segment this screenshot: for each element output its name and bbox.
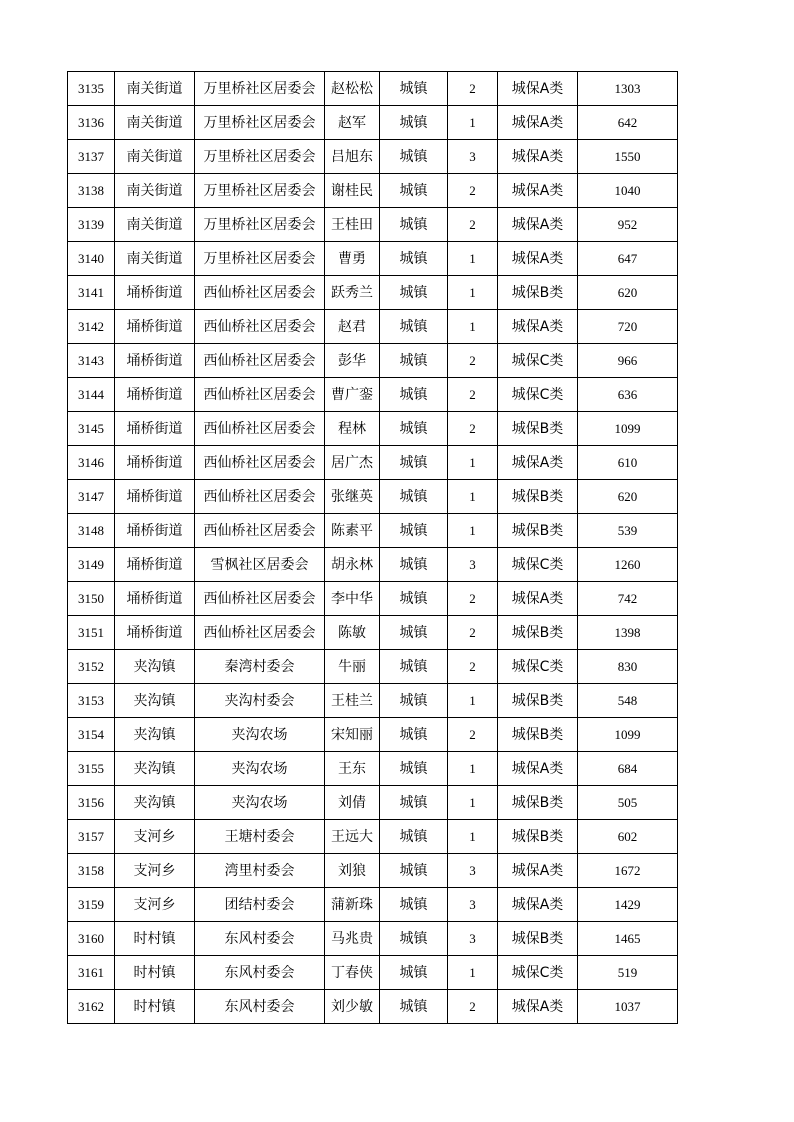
category-cell: 城保B类 [498, 514, 578, 548]
category-cell: 城保A类 [498, 72, 578, 106]
serial-number-cell: 3157 [68, 820, 115, 854]
category-cell: 城保A类 [498, 752, 578, 786]
family-size-cell: 2 [448, 72, 498, 106]
table-row [68, 140, 678, 174]
table-row [68, 820, 678, 854]
table-row [68, 72, 678, 106]
name-cell: 宋知丽 [325, 718, 380, 752]
name-cell: 赵君 [325, 310, 380, 344]
family-size-cell: 3 [448, 548, 498, 582]
category-cell: 城保C类 [498, 650, 578, 684]
category-cell: 城保A类 [498, 854, 578, 888]
category-cell: 城保B类 [498, 718, 578, 752]
community-cell: 王塘村委会 [195, 820, 325, 854]
amount-cell: 1672 [578, 854, 678, 888]
household-type-cell: 城镇 [380, 72, 448, 106]
community-cell: 西仙桥社区居委会 [195, 412, 325, 446]
community-cell: 万里桥社区居委会 [195, 208, 325, 242]
name-cell: 张继英 [325, 480, 380, 514]
category-cell: 城保B类 [498, 786, 578, 820]
household-type-cell: 城镇 [380, 548, 448, 582]
table-row [68, 990, 678, 1024]
household-type-cell: 城镇 [380, 514, 448, 548]
serial-number-cell: 3156 [68, 786, 115, 820]
table-row [68, 548, 678, 582]
community-cell: 西仙桥社区居委会 [195, 514, 325, 548]
category-cell: 城保B类 [498, 820, 578, 854]
township-cell: 南关街道 [115, 72, 195, 106]
serial-number-cell: 3158 [68, 854, 115, 888]
amount-cell: 1040 [578, 174, 678, 208]
category-cell: 城保C类 [498, 378, 578, 412]
township-cell: 南关街道 [115, 242, 195, 276]
family-size-cell: 2 [448, 208, 498, 242]
household-type-cell: 城镇 [380, 582, 448, 616]
family-size-cell: 1 [448, 752, 498, 786]
township-cell: 埇桥街道 [115, 548, 195, 582]
township-cell: 埇桥街道 [115, 446, 195, 480]
household-type-cell: 城镇 [380, 888, 448, 922]
table-row [68, 650, 678, 684]
amount-cell: 742 [578, 582, 678, 616]
household-type-cell: 城镇 [380, 208, 448, 242]
table-row [68, 684, 678, 718]
name-cell: 赵军 [325, 106, 380, 140]
amount-cell: 1429 [578, 888, 678, 922]
family-size-cell: 2 [448, 412, 498, 446]
household-type-cell: 城镇 [380, 378, 448, 412]
household-type-cell: 城镇 [380, 922, 448, 956]
table-row [68, 208, 678, 242]
name-cell: 刘少敏 [325, 990, 380, 1024]
name-cell: 蒲新珠 [325, 888, 380, 922]
category-cell: 城保A类 [498, 888, 578, 922]
category-cell: 城保A类 [498, 310, 578, 344]
township-cell: 夹沟镇 [115, 786, 195, 820]
name-cell: 彭华 [325, 344, 380, 378]
township-cell: 南关街道 [115, 140, 195, 174]
household-type-cell: 城镇 [380, 650, 448, 684]
name-cell: 李中华 [325, 582, 380, 616]
table-row [68, 786, 678, 820]
amount-cell: 1099 [578, 412, 678, 446]
household-type-cell: 城镇 [380, 480, 448, 514]
township-cell: 夹沟镇 [115, 718, 195, 752]
township-cell: 埇桥街道 [115, 378, 195, 412]
household-type-cell: 城镇 [380, 242, 448, 276]
serial-number-cell: 3146 [68, 446, 115, 480]
amount-cell: 620 [578, 276, 678, 310]
category-cell: 城保B类 [498, 412, 578, 446]
community-cell: 湾里村委会 [195, 854, 325, 888]
amount-cell: 952 [578, 208, 678, 242]
serial-number-cell: 3141 [68, 276, 115, 310]
amount-cell: 548 [578, 684, 678, 718]
family-size-cell: 1 [448, 514, 498, 548]
name-cell: 马兆贵 [325, 922, 380, 956]
table-row [68, 854, 678, 888]
community-cell: 西仙桥社区居委会 [195, 582, 325, 616]
township-cell: 夹沟镇 [115, 650, 195, 684]
family-size-cell: 3 [448, 922, 498, 956]
township-cell: 时村镇 [115, 990, 195, 1024]
family-size-cell: 2 [448, 616, 498, 650]
serial-number-cell: 3153 [68, 684, 115, 718]
household-type-cell: 城镇 [380, 174, 448, 208]
community-cell: 西仙桥社区居委会 [195, 378, 325, 412]
amount-cell: 1260 [578, 548, 678, 582]
amount-cell: 1465 [578, 922, 678, 956]
name-cell: 赵松松 [325, 72, 380, 106]
name-cell: 刘狼 [325, 854, 380, 888]
community-cell: 夹沟村委会 [195, 684, 325, 718]
name-cell: 跃秀兰 [325, 276, 380, 310]
name-cell: 王桂田 [325, 208, 380, 242]
amount-cell: 684 [578, 752, 678, 786]
category-cell: 城保A类 [498, 242, 578, 276]
household-type-cell: 城镇 [380, 310, 448, 344]
table-row [68, 378, 678, 412]
family-size-cell: 1 [448, 446, 498, 480]
household-type-cell: 城镇 [380, 820, 448, 854]
name-cell: 陈敏 [325, 616, 380, 650]
table-row [68, 242, 678, 276]
table-row [68, 174, 678, 208]
serial-number-cell: 3139 [68, 208, 115, 242]
household-type-cell: 城镇 [380, 990, 448, 1024]
community-cell: 西仙桥社区居委会 [195, 344, 325, 378]
community-cell: 西仙桥社区居委会 [195, 446, 325, 480]
township-cell: 南关街道 [115, 208, 195, 242]
name-cell: 王东 [325, 752, 380, 786]
family-size-cell: 2 [448, 174, 498, 208]
township-cell: 夹沟镇 [115, 684, 195, 718]
household-type-cell: 城镇 [380, 718, 448, 752]
category-cell: 城保B类 [498, 276, 578, 310]
serial-number-cell: 3144 [68, 378, 115, 412]
table-row [68, 446, 678, 480]
amount-cell: 966 [578, 344, 678, 378]
table-row [68, 616, 678, 650]
township-cell: 埇桥街道 [115, 412, 195, 446]
township-cell: 埇桥街道 [115, 276, 195, 310]
category-cell: 城保A类 [498, 140, 578, 174]
community-cell: 夹沟农场 [195, 718, 325, 752]
family-size-cell: 3 [448, 888, 498, 922]
family-size-cell: 3 [448, 140, 498, 174]
township-cell: 南关街道 [115, 106, 195, 140]
household-type-cell: 城镇 [380, 276, 448, 310]
name-cell: 谢桂民 [325, 174, 380, 208]
name-cell: 胡永林 [325, 548, 380, 582]
amount-cell: 519 [578, 956, 678, 990]
name-cell: 丁春侠 [325, 956, 380, 990]
amount-cell: 1550 [578, 140, 678, 174]
serial-number-cell: 3159 [68, 888, 115, 922]
serial-number-cell: 3160 [68, 922, 115, 956]
township-cell: 埇桥街道 [115, 344, 195, 378]
community-cell: 万里桥社区居委会 [195, 174, 325, 208]
township-cell: 支河乡 [115, 888, 195, 922]
serial-number-cell: 3148 [68, 514, 115, 548]
family-size-cell: 1 [448, 242, 498, 276]
amount-cell: 1099 [578, 718, 678, 752]
family-size-cell: 1 [448, 276, 498, 310]
serial-number-cell: 3137 [68, 140, 115, 174]
name-cell: 王远大 [325, 820, 380, 854]
household-type-cell: 城镇 [380, 344, 448, 378]
family-size-cell: 1 [448, 106, 498, 140]
community-cell: 夹沟农场 [195, 752, 325, 786]
family-size-cell: 2 [448, 650, 498, 684]
community-cell: 万里桥社区居委会 [195, 72, 325, 106]
township-cell: 时村镇 [115, 956, 195, 990]
table-row [68, 412, 678, 446]
serial-number-cell: 3135 [68, 72, 115, 106]
household-type-cell: 城镇 [380, 752, 448, 786]
amount-cell: 539 [578, 514, 678, 548]
family-size-cell: 1 [448, 480, 498, 514]
table-row [68, 276, 678, 310]
amount-cell: 505 [578, 786, 678, 820]
community-cell: 雪枫社区居委会 [195, 548, 325, 582]
family-size-cell: 2 [448, 718, 498, 752]
household-type-cell: 城镇 [380, 786, 448, 820]
household-type-cell: 城镇 [380, 616, 448, 650]
amount-cell: 602 [578, 820, 678, 854]
category-cell: 城保C类 [498, 548, 578, 582]
category-cell: 城保B类 [498, 922, 578, 956]
table-row [68, 752, 678, 786]
family-size-cell: 1 [448, 684, 498, 718]
name-cell: 居广杰 [325, 446, 380, 480]
community-cell: 西仙桥社区居委会 [195, 310, 325, 344]
family-size-cell: 2 [448, 378, 498, 412]
household-type-cell: 城镇 [380, 684, 448, 718]
roster-body [68, 72, 678, 1024]
table-row [68, 582, 678, 616]
table-row [68, 956, 678, 990]
serial-number-cell: 3150 [68, 582, 115, 616]
family-size-cell: 1 [448, 956, 498, 990]
family-size-cell: 1 [448, 310, 498, 344]
serial-number-cell: 3142 [68, 310, 115, 344]
family-size-cell: 3 [448, 854, 498, 888]
community-cell: 西仙桥社区居委会 [195, 480, 325, 514]
amount-cell: 642 [578, 106, 678, 140]
amount-cell: 636 [578, 378, 678, 412]
serial-number-cell: 3145 [68, 412, 115, 446]
table-row [68, 310, 678, 344]
community-cell: 团结村委会 [195, 888, 325, 922]
table-row [68, 922, 678, 956]
community-cell: 夹沟农场 [195, 786, 325, 820]
table-row [68, 480, 678, 514]
category-cell: 城保A类 [498, 990, 578, 1024]
township-cell: 支河乡 [115, 820, 195, 854]
category-cell: 城保B类 [498, 684, 578, 718]
community-cell: 万里桥社区居委会 [195, 242, 325, 276]
name-cell: 曹勇 [325, 242, 380, 276]
household-type-cell: 城镇 [380, 140, 448, 174]
serial-number-cell: 3140 [68, 242, 115, 276]
household-type-cell: 城镇 [380, 106, 448, 140]
serial-number-cell: 3143 [68, 344, 115, 378]
amount-cell: 1398 [578, 616, 678, 650]
name-cell: 曹广銮 [325, 378, 380, 412]
serial-number-cell: 3138 [68, 174, 115, 208]
serial-number-cell: 3152 [68, 650, 115, 684]
household-type-cell: 城镇 [380, 854, 448, 888]
category-cell: 城保C类 [498, 956, 578, 990]
community-cell: 西仙桥社区居委会 [195, 276, 325, 310]
household-type-cell: 城镇 [380, 412, 448, 446]
household-type-cell: 城镇 [380, 956, 448, 990]
amount-cell: 1303 [578, 72, 678, 106]
serial-number-cell: 3154 [68, 718, 115, 752]
township-cell: 时村镇 [115, 922, 195, 956]
roster-table [67, 71, 678, 1024]
township-cell: 夹沟镇 [115, 752, 195, 786]
township-cell: 埇桥街道 [115, 582, 195, 616]
community-cell: 东风村委会 [195, 956, 325, 990]
name-cell: 王桂兰 [325, 684, 380, 718]
amount-cell: 620 [578, 480, 678, 514]
community-cell: 万里桥社区居委会 [195, 140, 325, 174]
category-cell: 城保B类 [498, 480, 578, 514]
amount-cell: 647 [578, 242, 678, 276]
serial-number-cell: 3161 [68, 956, 115, 990]
category-cell: 城保A类 [498, 106, 578, 140]
category-cell: 城保B类 [498, 616, 578, 650]
community-cell: 秦湾村委会 [195, 650, 325, 684]
family-size-cell: 2 [448, 582, 498, 616]
township-cell: 埇桥街道 [115, 514, 195, 548]
serial-number-cell: 3162 [68, 990, 115, 1024]
name-cell: 刘倩 [325, 786, 380, 820]
community-cell: 东风村委会 [195, 990, 325, 1024]
serial-number-cell: 3136 [68, 106, 115, 140]
serial-number-cell: 3151 [68, 616, 115, 650]
amount-cell: 830 [578, 650, 678, 684]
serial-number-cell: 3147 [68, 480, 115, 514]
name-cell: 吕旭东 [325, 140, 380, 174]
township-cell: 支河乡 [115, 854, 195, 888]
family-size-cell: 2 [448, 990, 498, 1024]
community-cell: 万里桥社区居委会 [195, 106, 325, 140]
category-cell: 城保A类 [498, 446, 578, 480]
table-row [68, 514, 678, 548]
family-size-cell: 1 [448, 820, 498, 854]
household-type-cell: 城镇 [380, 446, 448, 480]
category-cell: 城保A类 [498, 582, 578, 616]
township-cell: 南关街道 [115, 174, 195, 208]
township-cell: 埇桥街道 [115, 310, 195, 344]
table-row [68, 106, 678, 140]
name-cell: 牛丽 [325, 650, 380, 684]
township-cell: 埇桥街道 [115, 616, 195, 650]
category-cell: 城保A类 [498, 174, 578, 208]
name-cell: 程林 [325, 412, 380, 446]
table-row [68, 718, 678, 752]
family-size-cell: 2 [448, 344, 498, 378]
community-cell: 东风村委会 [195, 922, 325, 956]
township-cell: 埇桥街道 [115, 480, 195, 514]
table-row [68, 344, 678, 378]
category-cell: 城保C类 [498, 344, 578, 378]
serial-number-cell: 3155 [68, 752, 115, 786]
table-row [68, 888, 678, 922]
community-cell: 西仙桥社区居委会 [195, 616, 325, 650]
amount-cell: 610 [578, 446, 678, 480]
name-cell: 陈素平 [325, 514, 380, 548]
family-size-cell: 1 [448, 786, 498, 820]
amount-cell: 1037 [578, 990, 678, 1024]
amount-cell: 720 [578, 310, 678, 344]
serial-number-cell: 3149 [68, 548, 115, 582]
category-cell: 城保A类 [498, 208, 578, 242]
